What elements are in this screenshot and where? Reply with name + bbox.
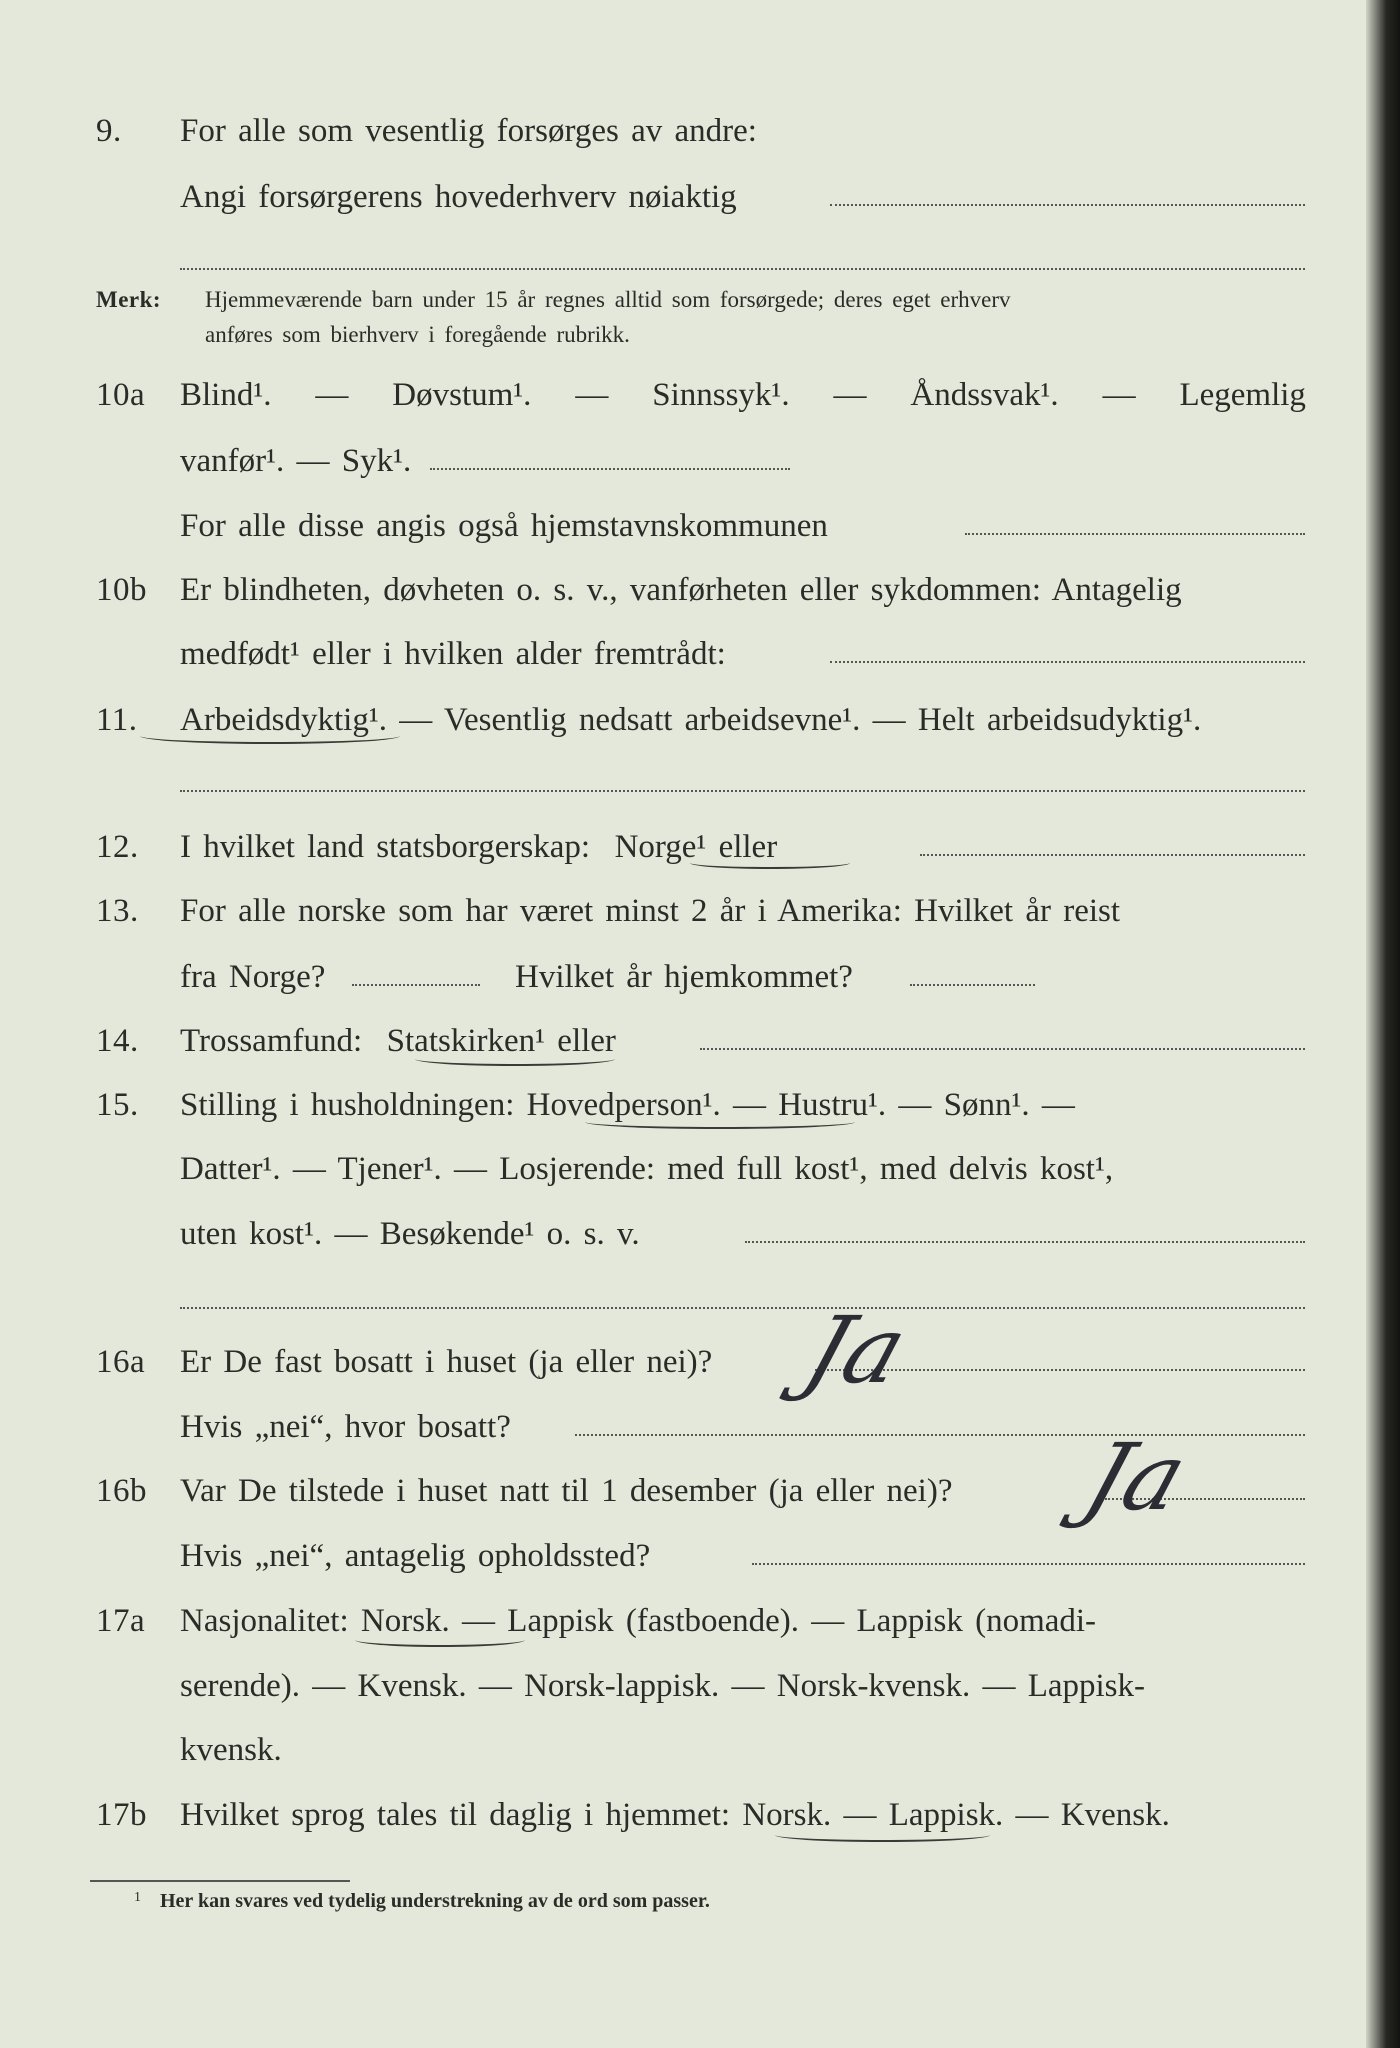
question-number: 10a — [96, 377, 146, 413]
question-16a — [0, 1339, 1366, 1385]
question-number: 13. — [96, 893, 139, 929]
question-text: Hvilket år hjemkommet? — [515, 959, 853, 995]
answer-line[interactable] — [752, 1563, 1305, 1565]
question-number: 10b — [96, 572, 147, 608]
question-text: For alle norske som har været minst 2 år i Amerika: Hvilket år reist — [180, 893, 1121, 929]
answer-line[interactable] — [700, 1048, 1305, 1050]
question-text: For alle som vesentlig forsørges av andre: — [180, 113, 757, 149]
handwritten-underline — [140, 728, 400, 744]
question-text — [180, 372, 1306, 418]
answer-line[interactable] — [745, 1241, 1305, 1243]
question-10a-line-2 — [0, 438, 1366, 484]
question-10b — [0, 567, 1366, 613]
question-text: kvensk. — [180, 1732, 282, 1768]
question-text: fra Norge? — [180, 959, 326, 995]
question-number: 16a — [96, 1344, 146, 1380]
option-eller: eller — [718, 829, 778, 865]
question-label: I hvilket land statsborgerskap: — [180, 829, 591, 865]
question-17a-line-2 — [0, 1663, 1366, 1709]
option-statskirken[interactable]: Statskirken¹ — [386, 1023, 546, 1059]
question-15-line-2 — [0, 1146, 1366, 1192]
question-10b-line-2 — [0, 631, 1366, 677]
dash: — — [833, 377, 867, 413]
answer-line[interactable] — [965, 533, 1305, 535]
handwritten-underline — [775, 1828, 990, 1842]
dash: — — [575, 377, 609, 413]
answer-line[interactable] — [180, 1307, 1305, 1309]
question-number: 9. — [96, 113, 122, 149]
note-text: anføres som bierhverv i foregående rubrikk. — [205, 322, 630, 347]
question-text: uten kost¹. — Besøkende¹ o. s. v. — [180, 1216, 640, 1252]
footnote-mark: 1 — [134, 1890, 141, 1905]
question-9 — [0, 108, 1366, 154]
answer-line[interactable] — [920, 854, 1305, 856]
question-17a — [0, 1598, 1366, 1644]
footnote-rule — [90, 1880, 350, 1882]
question-text: Arbeidsdyktig¹. — Vesentlig nedsatt arbeidsevne¹. — Helt arbeidsudyktig¹. — [180, 702, 1202, 738]
question-15-line-3 — [0, 1211, 1366, 1257]
question-number: 12. — [96, 829, 139, 865]
handwritten-underline — [355, 1633, 525, 1647]
option-legemlig[interactable]: Legemlig — [1179, 377, 1306, 413]
question-10a-line-3 — [0, 503, 1366, 549]
question-text: Hvis „nei“, hvor bosatt? — [180, 1409, 511, 1445]
question-number: 11. — [96, 702, 138, 738]
answer-line[interactable] — [830, 204, 1305, 206]
question-number: 14. — [96, 1023, 139, 1059]
question-number: 17a — [96, 1603, 146, 1639]
option-sinnssyk[interactable]: Sinnssyk¹. — [652, 377, 790, 413]
question-9-line-2 — [0, 174, 1366, 220]
handwritten-underline — [690, 857, 850, 869]
scan-edge — [1366, 0, 1400, 2048]
note-label: Merk: — [96, 287, 162, 312]
question-12 — [0, 824, 1366, 870]
answer-line[interactable] — [830, 661, 1305, 663]
question-10a — [0, 372, 1366, 418]
answer-line-year-left[interactable] — [352, 984, 480, 986]
option-norge[interactable]: Norge¹ — [614, 829, 707, 865]
question-17a-line-3 — [0, 1727, 1366, 1773]
question-13-line-2 — [0, 954, 1366, 1000]
question-text: medfødt¹ eller i hvilken alder fremtrådt: — [180, 636, 726, 672]
handwritten-underline — [415, 1052, 615, 1066]
note-text: Hjemmeværende barn under 15 år regnes alltid som forsørgede; deres eget erhverv — [205, 287, 1011, 312]
question-16b-line-2 — [0, 1533, 1366, 1579]
option-blind[interactable]: Blind¹. — [180, 377, 272, 413]
note-merk-line-2 — [0, 318, 1366, 364]
footnote-text: Her kan svares ved tydelig understrekning av de ord som passer. — [160, 1890, 710, 1912]
question-text — [180, 824, 777, 870]
answer-line[interactable] — [180, 790, 1305, 792]
answer-line[interactable] — [430, 468, 790, 470]
question-label: Trossamfund: — [180, 1023, 363, 1059]
question-text: Hvis „nei“, antagelig opholdssted? — [180, 1538, 651, 1574]
option-eller: eller — [557, 1023, 616, 1059]
question-text: Var De tilstede i huset natt til 1 desember (ja eller nei)? — [180, 1473, 953, 1509]
question-text: Stilling i husholdningen: Hovedperson¹. — Hustru¹. — Sønn¹. — — [180, 1087, 1075, 1123]
dash: — — [1102, 377, 1136, 413]
question-13 — [0, 888, 1366, 934]
question-text: Angi forsørgerens hovederhverv nøiaktig — [180, 179, 737, 215]
handwritten-answer: Ja — [792, 1297, 920, 1404]
question-text: For alle disse angis også hjemstavnskommunen — [180, 508, 828, 544]
dash: — — [315, 377, 349, 413]
question-text: Datter¹. — Tjener¹. — Losjerende: med full kost¹, med delvis kost¹, — [180, 1151, 1114, 1187]
question-text: serende). — Kvensk. — Norsk-lappisk. — Norsk-kvensk. — Lappisk- — [180, 1668, 1146, 1704]
option-andssvak[interactable]: Åndssvak¹. — [910, 377, 1059, 413]
question-text: vanfør¹. — Syk¹. — [180, 443, 412, 479]
question-14 — [0, 1018, 1366, 1064]
answer-line-year-returned[interactable] — [910, 984, 1035, 986]
option-dovstum[interactable]: Døvstum¹. — [392, 377, 532, 413]
handwritten-underline — [585, 1115, 855, 1129]
question-17b — [0, 1792, 1366, 1838]
answer-line[interactable] — [180, 268, 1305, 270]
question-text: Hvilket sprog tales til daglig i hjemmet: Norsk. — Lappisk. — Kvensk. — [180, 1797, 1170, 1833]
question-text: Er De fast bosatt i huset (ja eller nei)? — [180, 1344, 713, 1380]
handwritten-answer: Ja — [1072, 1424, 1200, 1531]
question-number: 17b — [96, 1797, 147, 1833]
question-number: 16b — [96, 1473, 147, 1509]
question-number: 15. — [96, 1087, 139, 1123]
question-text: Nasjonalitet: Norsk. — Lappisk (fastboende). — Lappisk (nomadi- — [180, 1603, 1097, 1639]
question-text: Er blindheten, døvheten o. s. v., vanførheten eller sykdommen: Antagelig — [180, 572, 1182, 608]
